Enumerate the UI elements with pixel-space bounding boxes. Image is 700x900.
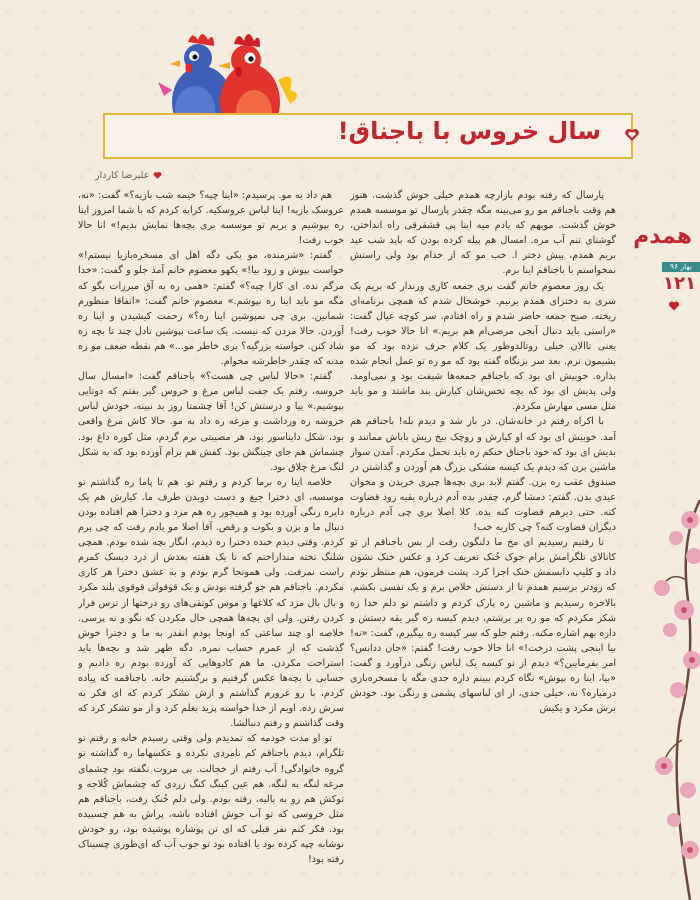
page-number: ۱۲۱ [663,273,696,294]
paragraph: خلاصه اینا ره برما کردم و رفتم تو. هم تا پاما ره گذاشتم تو موسسه، ای دخترا جیغ و دست دوبدن طرف ما. کیارش هم یک دایره رنگی آورده بود و همیجور ره هم مزد و دخترا هم افتاده بودن دنبال ما و بزن و بکوب و رقص. آقا اصلا مو یادم رفت که چی برم کردم. وقتی دیدم خنده دخترا ره دیدم، انگار بچه شده بودم. همچی شلنگ تخته مندازاختم که تا یک هفته بعدش از درد دیسک کمرم راست نمرفت. ولی همونجا گرم بودم و به عشق دخترا هر کاری مکردم. باجناقم هم جو گرفته بودش و یک قوقولی قوقوی بلند مکرد و بال بال مزد که کلاغها و موس کوتقی‌های رو درختها از ترس فرار کردن رفتن. ولی ای بچه‌ها همچی حال مکردن که نگو و نه پرسی. خلاصه او چند ساعتی که اونجا بودم انقدر به ما و دخترا خوش گذشت که از عمرم حساب نمره. دگه ظهر شد و بچه‌ها باید استراحت مکردن. ما هم کادوهایی که آورده بودم ره دادیم و حسابی با بچه‌ها عکس گرفتیم و برگشتیم خانه. باجناقمه که پیاده کردم، با رو غرورم گذاشتم و ازش تشکر کردم که ای فکر به سرش زده. اویم از خدا خواسته پرید بغلم کرد و از مو تشکر کرد که وقت گذاشتم و رفتم دنبالشا. [78,476,344,730]
heart-icon [624,127,640,143]
magazine-logo: همدم [633,224,692,249]
paragraph: گفتم: «شرمنده، مو یکی دگه اهل ای مسخره‌بازیا نیستم!» خواست بپوش و زود بیا!» یکهو معصوم خانم آمد جلو و گفت: «خدا مرگم نده. ای کارا چیه؟» گفتم: «همی ره به آق میرزات بگو که مگه مو باید اینا ره بپوشم.» معصوم خانم گفت: «اتفاقا منظورم شمانین. بری چی نمپوشین اینا ره؟» زحمت کیشیدن و اینا ره آوردن. حالا مردن که نیست. یک ساعت بپوشین تادل چند تا بچه ره شاد کنن. خواسته بزرگیه؟ بری خاطر مو...» هم نقطه ضعف مو ره مدنه که چقدر خاطرشه مخوام. [78,250,344,368]
paragraph: تا رفتیم رسیدیم ای مخ ما دلنگون رفت از بس باجناقم از تو کانالای تلگرامش برام جوک خُنک تعریف کرد و عکس خنک نشون داد و کلیپ دابسمش خنک اجرا کرد. پشت فرمون، هم منتظر بودم که زودتر برسیم همدم تا از دستش خلاص برم و یک نفسی بکشم. بالاخره رسیدیم و ماشین ره پارک کردم و داشتم تو دلم خدا ره شکر مکردم که مو ره بر برشتم، دیدم کیسه ره گیر یقه دستش و داره بهم اشاره مکنه. رفتم جلو که سر کیسه ره بیگیرم، گفت: «نه! بیا اینجی پشت درخت!» انا حالا خوب رفت! گفتم: «جان ددانس؟ امر بفرمایین؟» دیدم از تو کیسه یک لباس زنگی درآورد و گفت: «بیا، اینا ره بپوش» نگاه کردم ببینم داره جدی مگه یا مسخره‌بازی درمیاره؟ نه، خیلی جدی، از ای لباسهای پشمی و رنگی بود. خودش برش مکرد و یکیش [350,537,616,715]
title-frame [103,113,633,159]
article-column-right [350,188,616,893]
paragraph: گفتم: «حالا لباس چی هست؟» باجناقم گفت: «امسال سال خروسه، رفتم یک جفت لباس مرغ و خروس گیر بفتم که دوتایی بپوشیم.» بیا و درستش کن! آقا چشمتا روز بد نبینه، خودش لباس خروسه ره ورداشت و مرغه ره داد به مو. حالا کاش مرغ واقعی بود، شکل دایناسور بود، هر مصیبتی برم گردم، مثل کوره داغ بود. چشماش هم جای چینگش بود. کفش هم برام آورده بود که به شکل لنگ مرغ چلاق بود. [78,371,344,473]
author-byline [95,170,162,181]
heart-icon [668,300,680,312]
paragraph: هم داد به مو. پرسیدم: «اینا چیه؟ خیمه شب بازیه؟» گفت: «نه، عروسک بازیه! اینا لباس عروسکیه. کرایه کردم که با شما امروز اینا ره بپوشیم و بریم تو موسسه بری بچه‌ها نمایش بدیم!» انا حالا خوب رفت! [78,190,344,247]
cherry-blossom-branch [640,460,700,900]
issue-label: بهار ۹۶ [662,262,700,272]
article-column-left [78,188,344,893]
paragraph: تو او مدت خودمه که تمدیدم ولی وقتی رسیدم خانه و رفتم تو تلگرام، دیدم باجناقم کم نامردی نکرده و عکسهاما ره گذاشته تو گروه خانوادگی! آب رفتم از خجالت. بی مروت نگفته بود چشمای مرغه لنگه به لنگه. هم عین کبنگ کنگ زردی که چشماش کُلاجه و توکش هم رو به بالیه، رفته بودم. ولی دلم خُنک رفت، باجناقم هم مثل خروسی که تو آب جوش افتاده باشه، پراش به هم چسبیده بود. فکر کنم نفر قبلی که ای تن پوشاره پوشیده بود، رو خودش نوشابه چپه کرده بود یا افتاده بود تو جوب آب که ای‌طوری چسبناک رفته بود! [78,733,344,866]
paragraph: با اکراه رفتم در خانه‌شان. در باز شد و دیدم بله! باجناقم هم آمد. خوبیش ای بود که او کیارش و روچک بیخ ریش باباش ممانند و بدیش ای بود که خود باجناق خنکم ره باید تحمل مکردم. آمدن سوار ماشین برن که دیدم یک کیسه مشکی بزرگ هم آوردن و گذاشتن در صندوق عقب ره بزن. گفتم لابد بری بچه‌ها چیزی خریدن و مخوان عیدی بدن. گفتم: دمشا گرم، چقدر بده آدم درباره بقیه زود قضاوت کنه. حتی دیرهم قضاوت کنه بده. کلا اصلا بری چی آدم درباره دیگران قضاوت کنه؟ چی کاریه خب! [350,416,616,534]
heart-icon [153,171,162,180]
article-title: سال خروس با باجناق! [337,117,601,145]
paragraph: یک روز معصوم خانم گفت بری جمعه کاری ورندار که بریم یک سری به دخترای همدم بزنیم. خوشحال شدم که همچی برنامه‌ای ریخته. صبح جمعه حاضر شدم و راه افتادم. سر کوچه عیال گفت: «راستی باید دنبال آبجی مرضی‌ام هم بریم.» انا حالا خوب رفت! یعنی تاالان خیلی روتالدوطور یک کلام حرف نزده بود که مو بشیمون نرم. بعد سر بزنگاه گفته بود که مو ره تو عمل انجام شده بذاره. خوبیش ای بود که باجناقم جمعه‌ها شیفت بود و نمی‌اومد. ولی بدیش ای بود که بچه تخس‌شان کیارش بند ماشتد و مو باید مثل مسی مهارش مکردم. [350,280,616,413]
paragraph: پارسال که رفته بودم بازارچه همدم خیلی خوش گذشت. هنوز هم وقت باجناقم مو رو می‌بینه مگه چقدر پارسال تو موسسه همدم خوش گذشت. موبهم که یادم میه اینا پی قشقرقی راه انداختن، گوشتای تنم آب مره. امسال هم پیله کرده بودن که باید شب عید بریم همدم، بیش دختر ا. خب مو که از خدام بود ولی راستش نمخواستم با باجناقم اینا برم. [350,190,616,277]
author-name: علیرضا کاردار [95,170,150,181]
